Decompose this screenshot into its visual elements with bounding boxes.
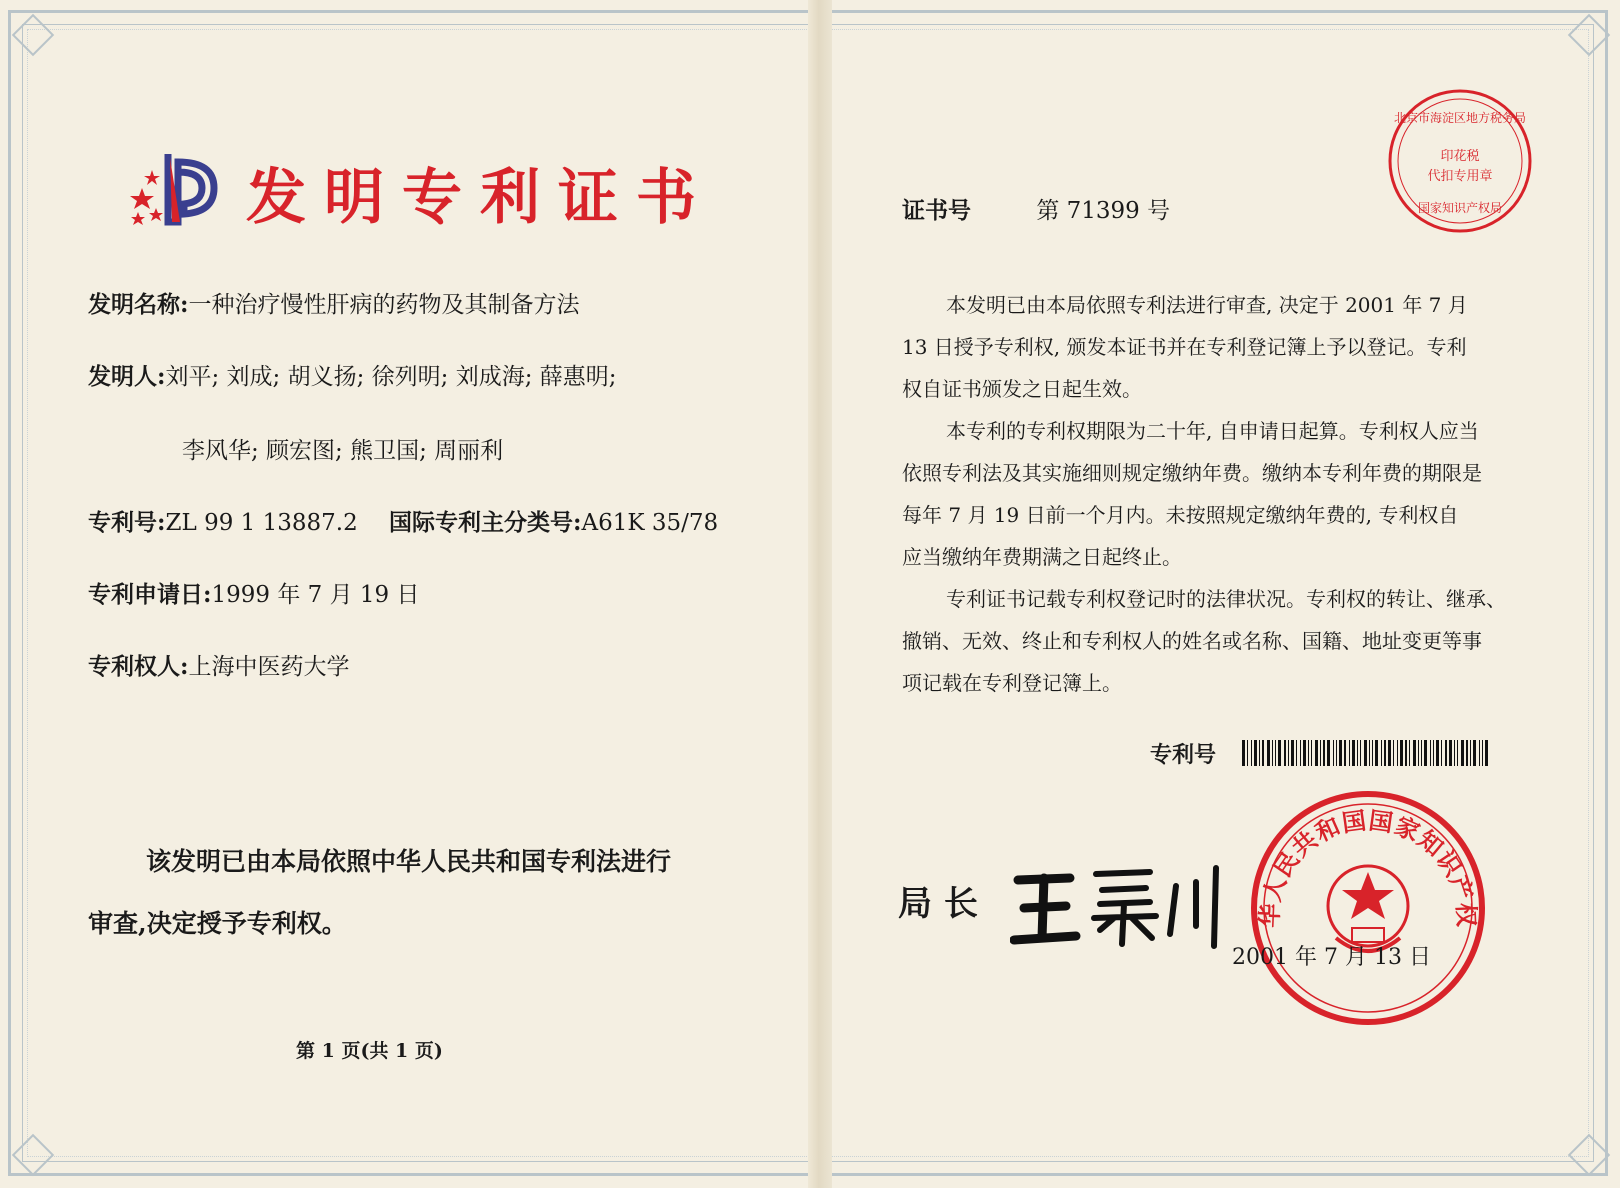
paragraph-line: 专利证书记载专利权登记时的法律状况。专利权的转让、继承、 <box>946 587 1506 611</box>
barcode-bar <box>1421 740 1422 766</box>
certificate-number-value: 第 71399 号 <box>1036 198 1171 224</box>
barcode-bar <box>1441 740 1442 766</box>
barcode-bar <box>1413 740 1416 766</box>
paragraph-1 <box>902 284 1468 410</box>
barcode-bar <box>1259 740 1260 766</box>
barcode-bar <box>1424 740 1427 766</box>
ipc-value: A61K 35/78 <box>581 510 719 536</box>
barcode-bar <box>1381 740 1382 766</box>
barcode-bar <box>1275 740 1276 766</box>
tax-stamp-seal <box>1385 86 1535 236</box>
patent-office-logo-icon <box>128 148 224 226</box>
barcode-bar <box>1466 740 1468 766</box>
barcode-bar <box>1284 740 1286 766</box>
director-signature <box>1010 860 1230 950</box>
barcode-bar <box>1242 740 1245 766</box>
barcode-bar <box>1333 740 1334 766</box>
barcode-bar <box>1364 740 1367 766</box>
barcode-bar <box>1449 740 1452 766</box>
barcode-bar <box>1405 740 1407 766</box>
barcode-bar <box>1327 740 1330 766</box>
invention-name-label: 发明名称: <box>88 291 189 318</box>
barcode-bar <box>1308 740 1309 766</box>
barcode-bar <box>1320 740 1321 766</box>
barcode-bar <box>1409 740 1410 766</box>
filing-date-label: 专利申请日: <box>88 581 212 608</box>
inventors-label: 发明人: <box>88 363 166 390</box>
barcode-bar <box>1393 740 1394 766</box>
svg-text:北京市海淀区地方税务局: 北京市海淀区地方税务局 <box>1393 111 1527 125</box>
national-ip-office-seal <box>1248 788 1488 1028</box>
issue-date: 2001 年 7 月 13 日 <box>1232 945 1431 970</box>
barcode-bar <box>1291 740 1294 766</box>
certificate-title: 发明专利证书 <box>246 163 714 233</box>
patentee-row <box>88 648 350 681</box>
barcode-bar <box>1397 740 1398 766</box>
barcode-bar <box>1349 740 1350 766</box>
patentee-value: 上海中医药大学 <box>188 654 350 680</box>
invention-name-row <box>88 286 580 319</box>
patentee-label: 专利权人: <box>88 653 189 680</box>
patent-number-value: ZL 99 1 13887.2 <box>165 510 358 536</box>
paragraph-line: 每年 7 月 19 日前一个月内。未按照规定缴纳年费的, 专利权自 <box>902 503 1459 527</box>
filing-date-row <box>88 576 420 609</box>
barcode-bar <box>1384 740 1386 766</box>
barcode-bar <box>1485 740 1488 766</box>
barcode-label: 专利号 <box>1150 742 1217 768</box>
paragraph-3 <box>902 578 1506 704</box>
barcode-bar <box>1267 740 1270 766</box>
barcode-bar <box>1430 740 1431 766</box>
barcode-bar <box>1357 740 1358 766</box>
paragraph-line: 权自证书颁发之日起生效。 <box>902 377 1142 401</box>
patent-number-row <box>88 504 718 537</box>
paragraph-line: 应当缴纳年费期满之日起终止。 <box>902 545 1182 569</box>
paragraph-line: 本发明已由本局依照专利法进行审查, 决定于 2001 年 7 月 <box>946 293 1468 317</box>
svg-text:印花税: 印花税 <box>1440 149 1480 164</box>
barcode-bar <box>1288 740 1289 766</box>
barcode-bar <box>1457 740 1458 766</box>
barcode-bar <box>1278 740 1281 766</box>
barcode-bar <box>1388 740 1391 766</box>
barcode-bar <box>1311 740 1312 766</box>
certificate-number-label: 证书号 <box>902 197 971 224</box>
barcode-bar <box>1400 740 1403 766</box>
paragraph-line: 本专利的专利权期限为二十年, 自申请日起算。专利权人应当 <box>946 419 1479 443</box>
barcode-bar <box>1470 740 1471 766</box>
director-label: 局 长 <box>898 884 978 924</box>
barcode-bar <box>1369 740 1370 766</box>
invention-name-value: 一种治疗慢性肝病的药物及其制备方法 <box>188 292 580 318</box>
barcode-bar <box>1315 740 1318 766</box>
barcode-bar <box>1482 740 1483 766</box>
center-fold <box>808 0 832 1188</box>
barcode-bar <box>1352 740 1355 766</box>
barcode-bar <box>1251 740 1252 766</box>
paragraph-2 <box>902 410 1482 578</box>
filing-date-value: 1999 年 7 月 19 日 <box>211 582 420 608</box>
paragraph-line: 13 日授予专利权, 颁发本证书并在专利登记簿上予以登记。专利 <box>902 335 1467 359</box>
barcode-bar <box>1479 740 1480 766</box>
paragraph-line: 依照专利法及其实施细则规定缴纳年费。缴纳本专利年费的期限是 <box>902 461 1482 485</box>
barcode-bar <box>1454 740 1455 766</box>
svg-text:国家知识产权局: 国家知识产权局 <box>1417 201 1503 215</box>
barcode-bar <box>1300 740 1301 766</box>
inventors-line1: 刘平; 刘成; 胡义扬; 徐列明; 刘成海; 薛惠明; <box>165 364 617 390</box>
barcode-bar <box>1418 740 1419 766</box>
paragraph-line: 项记载在专利登记簿上。 <box>902 671 1122 695</box>
barcode-bar <box>1323 740 1325 766</box>
barcode-bar <box>1436 740 1439 766</box>
paragraph-line: 撤销、无效、终止和专利权人的姓名或名称、国籍、地址变更等事 <box>902 629 1482 653</box>
barcode-bar <box>1262 740 1264 766</box>
barcode-bar <box>1303 740 1306 766</box>
barcode-bar <box>1461 740 1464 766</box>
barcode-bar <box>1375 740 1378 766</box>
barcode-bar <box>1336 740 1337 766</box>
certificate-number-row <box>902 192 1170 225</box>
barcode-bar <box>1339 740 1342 766</box>
barcode-bar <box>1445 740 1447 766</box>
barcode-bar <box>1360 740 1361 766</box>
barcode-bar <box>1372 740 1373 766</box>
barcode-bar <box>1433 740 1434 766</box>
inventors-line2: 李风华; 顾宏图; 熊卫国; 周丽利 <box>182 438 504 464</box>
barcode-bar <box>1296 740 1297 766</box>
svg-text:中华人民共和国国家知识产权局: 华人民共和国国家知识产权 <box>1254 805 1482 929</box>
barcode-bar <box>1272 740 1273 766</box>
patent-number-label: 专利号: <box>88 509 166 536</box>
grant-statement-line2: 审查,决定授予专利权。 <box>88 909 347 938</box>
barcode-bar <box>1473 740 1476 766</box>
grant-statement-line1: 该发明已由本局依照中华人民共和国专利法进行 <box>146 847 672 876</box>
barcode-bar <box>1344 740 1346 766</box>
barcode-icon <box>1242 740 1492 766</box>
barcode-bar <box>1254 740 1257 766</box>
barcode-bar <box>1247 740 1248 766</box>
ipc-label: 国际专利主分类号: <box>389 509 582 536</box>
svg-text:代扣专用章: 代扣专用章 <box>1427 169 1493 184</box>
inventors-row <box>88 358 617 391</box>
page-footer: 第 1 页(共 1 页) <box>296 1040 443 1062</box>
